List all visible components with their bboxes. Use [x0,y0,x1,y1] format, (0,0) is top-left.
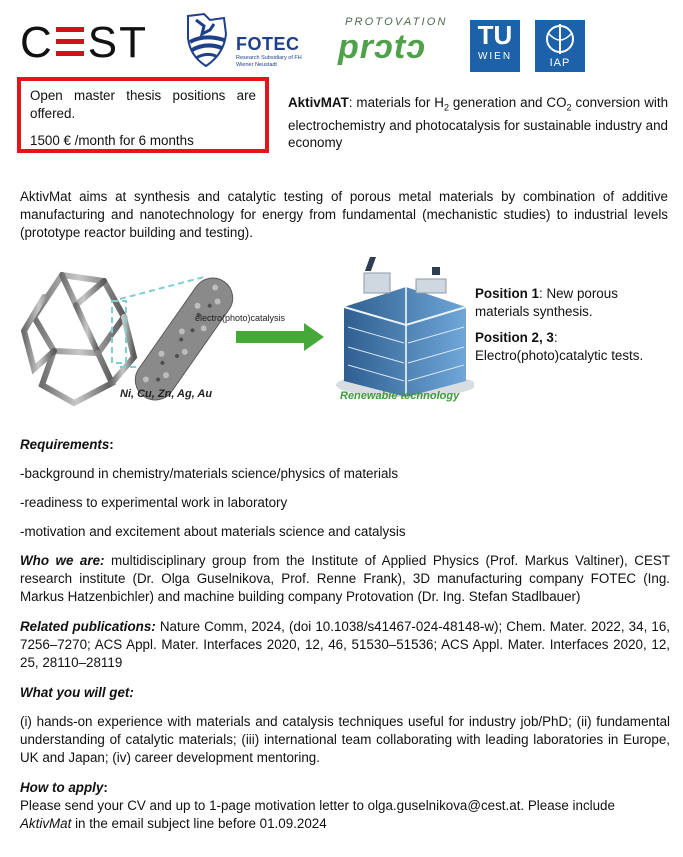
metals-label: Ni, Cu, Zn, Ag, Au [120,388,213,400]
position-2-3 [475,329,675,365]
cest-logo-e-bars [56,23,86,59]
project-name: AktivMAT [288,95,349,110]
apply-text-a: Please send your CV and up to 1-page motivation letter to olga.guselnikova@cest.at. Please include [20,798,615,813]
who-title: Who we are: [20,553,105,568]
apply-italic: AktivMat [20,816,72,831]
logo-row [0,8,683,70]
building-icon [336,257,474,397]
apply-section [20,779,670,833]
protovation-logo-top: PROTOVATION [345,16,448,28]
protovation-logo-main: prɔtɔ [338,28,427,66]
offer-box [17,77,269,153]
apply-text-b: in the email subject line before 01.09.2024 [71,816,327,831]
benefits-text: (i) hands-on experience with materials and catalysis techniques useful for industry job/PhD; (ii) fundamental understanding of catalytic materials; (iii) international team collaborating with leading laboratories in Europe, UK and Japan; (iv) career development mentoring. [20,714,670,765]
figure-illustration [14,257,474,417]
position-2-3-label: Position 2, 3 [475,330,554,345]
tu-wien-logo-top: TU [477,20,513,50]
benefits-title-text: What you will get: [20,685,134,700]
arrow-label: electro(photo)catalysis [195,313,286,323]
position-2-3-text: Electro(photo)catalytic tests. [475,348,644,363]
position-1-text: : New porous materials synthesis. [475,286,618,319]
publications-title: Related publications: [20,619,156,634]
fotec-logo-text: FOTEC [236,34,300,54]
cest-logo [20,18,148,68]
fotec-shield-icon [184,12,230,68]
intro-text-c: conversion with electrochemistry and photocatalysis for sustainable industry and economy [288,95,669,150]
requirement-item: -background in chemistry/materials science/physics of materials [20,466,399,481]
intro-sub-a: 2 [443,102,449,113]
renewable-label: Renewable technology [340,390,460,402]
intro-sub-b: 2 [566,102,572,113]
who-we-are [20,552,670,606]
apply-title: How to apply [20,780,104,795]
project-intro [288,94,668,151]
iap-logo [535,20,585,72]
position-2-3-colon: : [553,330,558,345]
requirements-title: Requirements [20,437,110,452]
requirements-section [20,436,670,454]
requirement-item: -readiness to experimental work in laboratory [20,495,288,510]
positions [475,285,675,373]
tu-wien-logo [470,20,520,72]
intro-text-a: : materials for H [348,95,444,110]
project-description: AktivMat aims at synthesis and catalytic testing of porous metal materials by combination of additive manufacturing and nanotechnology for energy from fundamental (mechanistic studies) to industrial levels (prototype reactor building and testing). [20,189,668,240]
apply-colon: : [103,780,108,795]
publications [20,618,670,672]
cest-logo-c: C [20,18,54,67]
requirement-item: -motivation and excitement about materials science and catalysis [20,524,406,539]
iap-emblem-icon [535,20,585,58]
apply-text [20,797,670,833]
benefits-title [20,684,670,702]
process-arrow-icon [236,323,324,351]
lattice-structure-icon [24,275,134,403]
who-text: multidisciplinary group from the Institute of Applied Physics (Prof. Markus Valtiner), CEST research institute (Dr. Olga Guselnikova, Prof. Renne Frank), 3D manufacturing company FOTEC (Ing. Markus Hatzenbichler) and machine building company Protovation (Dr. Ing. Stefan Stadlbauer) [20,553,670,604]
intro-text-b: generation and CO [448,95,567,110]
position-1 [475,285,675,321]
offer-salary: 1500 € /month for 6 months [30,133,194,148]
requirements-colon: : [109,437,114,452]
offer-line: Open master thesis positions are offered. [30,88,256,121]
tu-wien-logo-bottom: WIEN [477,51,513,62]
publications-text: Nature Comm, 2024, (doi 10.1038/s41467-024-48148-w); Chem. Mater. 2022, 34, 16, 7256–7270; ACS Appl. Mater. Interfaces 2020, 12, 46, 51530–51536; ACS Appl. Mater. Interfaces 2020, 12, 25, 28110–28119 [20,619,670,670]
iap-logo-label: IAP [549,57,571,69]
fotec-logo-subtitle: Research Subsidiary of FH Wiener Neustadt [236,55,302,68]
position-1-label: Position 1 [475,286,539,301]
cest-logo-st: ST [87,18,149,67]
